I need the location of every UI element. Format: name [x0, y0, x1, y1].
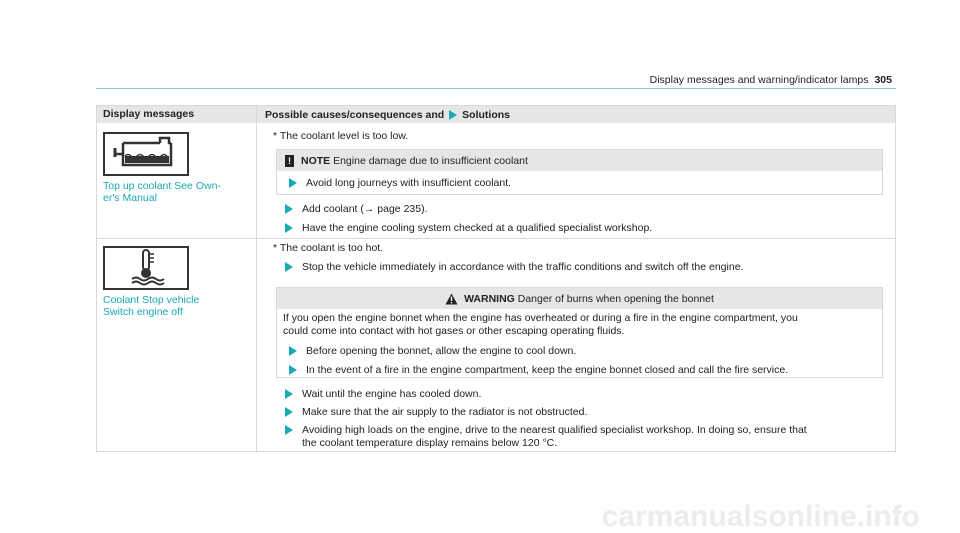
solution-text-line-2: the coolant temperature display remains below 120 °C.	[302, 437, 558, 449]
msg-coolant-stop-vehicle	[103, 294, 199, 318]
arrow-right-icon	[289, 365, 297, 375]
col-causes-solutions	[265, 109, 510, 121]
solution-bullet	[285, 261, 743, 274]
solution-text: Add coolant (→ page 235).	[302, 203, 428, 215]
solution-bullet	[285, 388, 481, 401]
column-divider	[256, 106, 257, 451]
solution-text: Make sure that the air supply to the radiator is not obstructed.	[302, 406, 588, 418]
solution-bullet	[285, 203, 428, 216]
arrow-right-icon	[285, 407, 293, 417]
cause-text-2: * The coolant is too hot.	[273, 242, 384, 254]
coolant-level-icon	[103, 132, 189, 176]
msg-top-up-coolant	[103, 180, 221, 204]
note-header	[277, 150, 882, 171]
header-title: Display messages and warning/indicator lamps	[649, 74, 869, 86]
note-box	[276, 149, 883, 195]
messages-table	[96, 105, 896, 452]
arrow-right-icon	[449, 110, 457, 120]
warning-para-1: If you open the engine bonnet when the engine has overheated or during a fire in the engine compartment, you	[283, 312, 798, 324]
warning-header	[277, 288, 882, 309]
msg-line-1: Top up coolant See Own-	[103, 180, 221, 192]
header-rule	[96, 88, 896, 89]
arrow-right-icon	[289, 346, 297, 356]
warning-para-2: could come into contact with hot gases or other escaping operating fluids.	[283, 325, 625, 337]
coolant-temperature-icon	[103, 246, 189, 290]
solution-bullet	[285, 424, 807, 450]
warning-bullet-text: In the event of a fire in the engine compartment, keep the engine bonnet closed and call the fire service.	[306, 364, 789, 376]
arrow-right-icon	[285, 389, 293, 399]
warning-title: Danger of burns when opening the bonnet	[517, 292, 714, 305]
solution-text-line-1: Avoiding high loads on the engine, drive to the nearest qualified specialist workshop. In doing so, ensure that	[302, 424, 807, 436]
warning-bullet	[289, 345, 576, 358]
cause-text-1: * The coolant level is too low.	[273, 130, 409, 142]
note-title: Engine damage due to insufficient coolant	[333, 154, 528, 167]
arrow-right-icon	[285, 262, 293, 272]
col-display-messages: Display messages	[103, 108, 195, 120]
table-header	[97, 106, 895, 123]
arrow-right-icon	[289, 178, 297, 188]
running-header	[650, 74, 892, 86]
solution-bullet	[285, 406, 587, 419]
solution-text: Have the engine cooling system checked at a qualified specialist workshop.	[302, 222, 653, 234]
warning-bullet	[289, 364, 788, 377]
warning-triangle-icon	[445, 293, 458, 305]
row-divider	[97, 238, 895, 239]
msg-line-2: Switch engine off	[103, 306, 183, 318]
note-label: NOTE	[301, 154, 331, 167]
msg-line-2: er's Manual	[103, 192, 157, 204]
solution-text: Stop the vehicle immediately in accordance with the traffic conditions and switch off the engine.	[302, 261, 744, 273]
arrow-right-icon	[285, 223, 293, 233]
solution-text: Wait until the engine has cooled down.	[302, 388, 482, 400]
watermark: carmanualsonline.info	[601, 500, 920, 533]
page-number: 305	[874, 74, 892, 86]
solution-text-multiline	[302, 424, 807, 450]
note-bullet-text: Avoid long journeys with insufficient coolant.	[306, 177, 512, 189]
exclamation-icon: !	[285, 155, 294, 167]
solution-bullet	[285, 222, 652, 235]
warning-bullet-text: Before opening the bonnet, allow the engine to cool down.	[306, 345, 577, 357]
warning-box	[276, 287, 883, 378]
arrow-right-icon	[285, 204, 293, 214]
warning-label: WARNING	[464, 292, 515, 305]
msg-line-1: Coolant Stop vehicle	[103, 294, 200, 306]
col-causes-label: Possible causes/consequences and	[265, 109, 445, 121]
note-bullet	[289, 177, 511, 190]
col-solutions-label: Solutions	[462, 109, 511, 121]
arrow-right-icon	[285, 425, 293, 435]
